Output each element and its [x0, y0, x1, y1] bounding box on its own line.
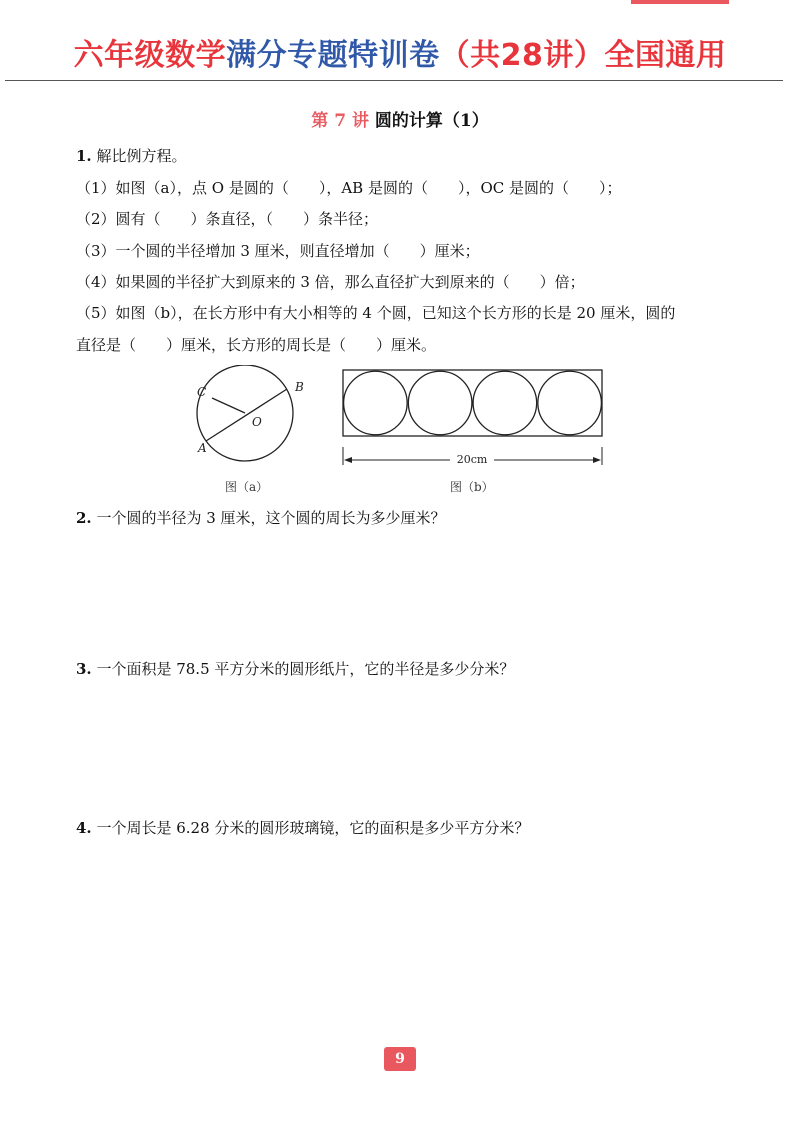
figure-b-arrow-left — [344, 457, 352, 463]
top-accent-bar — [631, 0, 729, 4]
page-number-badge: 9 — [384, 1047, 416, 1071]
question-2-text: 一个圆的半径为 3 厘米，这个圆的周长为多少厘米？ — [96, 509, 446, 527]
figure-b-circles — [344, 371, 602, 435]
figure-b-circle — [344, 371, 408, 435]
figure-b-caption: 图（b） — [450, 480, 494, 494]
question-4-number: 4. — [76, 819, 92, 837]
figure-a-label-c: C — [197, 385, 207, 399]
question-2 — [76, 507, 446, 528]
header-divider — [5, 80, 783, 81]
question-1-sub-5-line-1: （5）如图（b），在长方形中有大小相等的 4 个圆，已知这个长方形的长是 20 厘米，圆的 — [76, 304, 676, 322]
header-title-part2: 满分专题特训卷 — [226, 38, 440, 73]
figure-a-label-a: A — [198, 441, 207, 455]
header-title-part3: （共28讲）全国通用 — [439, 38, 727, 73]
worksheet-header — [0, 30, 800, 74]
question-3-text: 一个面积是 78.5 平方分米的圆形纸片，它的半径是多少分米？ — [96, 660, 515, 678]
question-1-number: 1. — [76, 147, 92, 165]
header-title-part1: 六年级数学 — [73, 38, 227, 73]
figure-a-circle-diagram — [190, 365, 310, 475]
figure-b-rectangle-diagram — [338, 365, 610, 470]
figure-b-circle — [473, 371, 537, 435]
question-2-number: 2. — [76, 509, 92, 527]
question-4 — [76, 817, 529, 838]
figure-b-arrow-right — [593, 457, 601, 463]
lesson-name: 圆的计算（1） — [374, 111, 489, 131]
figure-a-radius-oc — [212, 398, 245, 413]
question-4-text: 一个周长是 6.28 分米的圆形玻璃镜，它的面积是多少平方分米？ — [96, 819, 530, 837]
figure-a-label-o: O — [252, 415, 262, 429]
lesson-number: 第 7 讲 — [311, 111, 369, 131]
lesson-title — [0, 106, 800, 131]
figure-b-circle — [538, 371, 602, 435]
figure-a-diameter-ab — [206, 389, 287, 441]
question-1-sub-4: （4）如果圆的半径扩大到原来的 3 倍，那么直径扩大到原来的（ ）倍； — [76, 273, 585, 291]
question-3 — [76, 658, 514, 679]
question-3-number: 3. — [76, 660, 92, 678]
figure-b-dimension-label: 20cm — [456, 453, 488, 466]
figure-b-circle — [408, 371, 472, 435]
question-1-stem — [76, 145, 186, 166]
figure-a-label-b: B — [295, 380, 304, 394]
figure-a-caption: 图（a） — [225, 480, 269, 494]
question-1-text: 解比例方程。 — [96, 147, 187, 165]
question-1-sub-5-line-2: 直径是（ ）厘米，长方形的周长是（ ）厘米。 — [76, 336, 437, 354]
question-1-sub-1: （1）如图（a），点 O 是圆的（ ），AB 是圆的（ ），OC 是圆的（ ）； — [76, 179, 622, 197]
question-1-sub-2: （2）圆有（ ）条直径，（ ）条半径； — [76, 210, 379, 228]
question-1-sub-3: （3）一个圆的半径增加 3 厘米，则直径增加（ ）厘米； — [76, 242, 480, 260]
